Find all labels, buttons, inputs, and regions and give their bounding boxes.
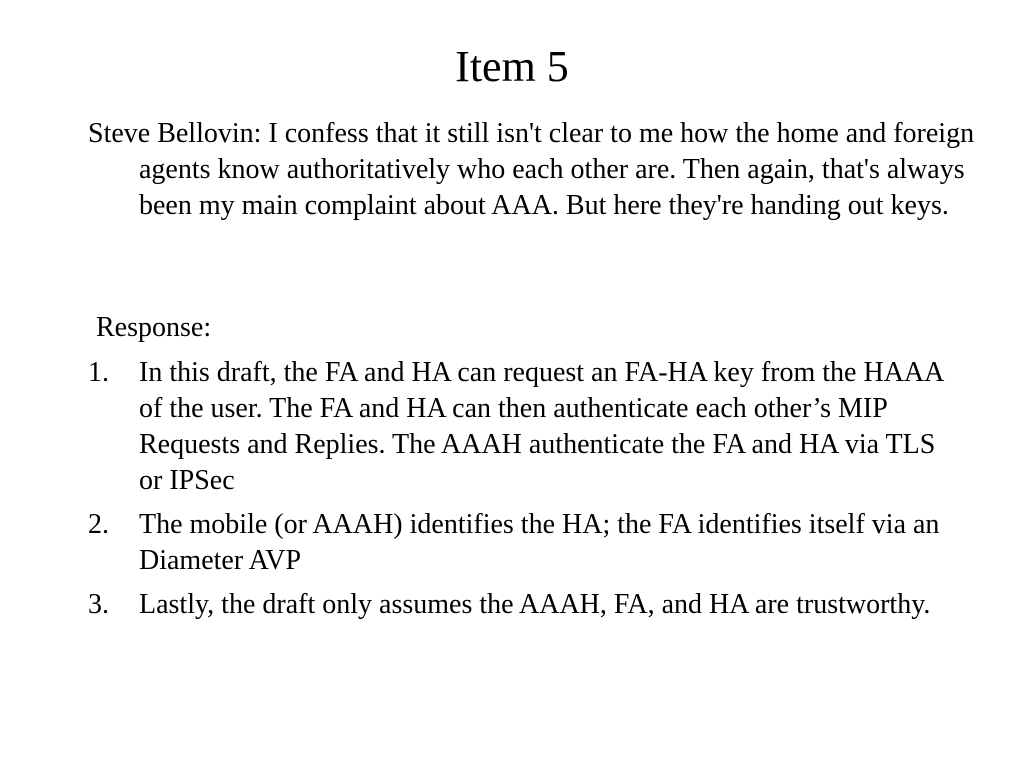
response-item-text: In this draft, the FA and HA can request an FA-HA key from the HAAA of the user. The FA and HA can then authenticate each other’s MIP Requests and Replies. The AAAH authenticate the FA and HA via TLS or IPSec: [139, 357, 943, 496]
response-item-number: 3.: [88, 589, 109, 620]
response-list: [88, 355, 948, 631]
response-item-text: Lastly, the draft only assumes the AAAH, FA, and HA are trustworthy.: [139, 589, 931, 620]
response-item-text: The mobile (or AAAH) identifies the HA; the FA identifies itself via an Diameter AVP: [139, 509, 940, 576]
response-item-1: [88, 355, 948, 499]
quote-paragraph: Steve Bellovin: I confess that it still isn't clear to me how the home and foreign agents know authoritatively who each other are. Then again, that's always been my main complaint about AAA. But here they're handing out keys.: [88, 118, 975, 221]
response-item-3: [88, 587, 948, 623]
slide-title: Item 5: [455, 42, 569, 91]
response-item-number: 2.: [88, 509, 109, 540]
response-item-2: [88, 507, 948, 579]
response-item-number: 1.: [88, 357, 109, 388]
response-label: Response:: [96, 312, 212, 343]
